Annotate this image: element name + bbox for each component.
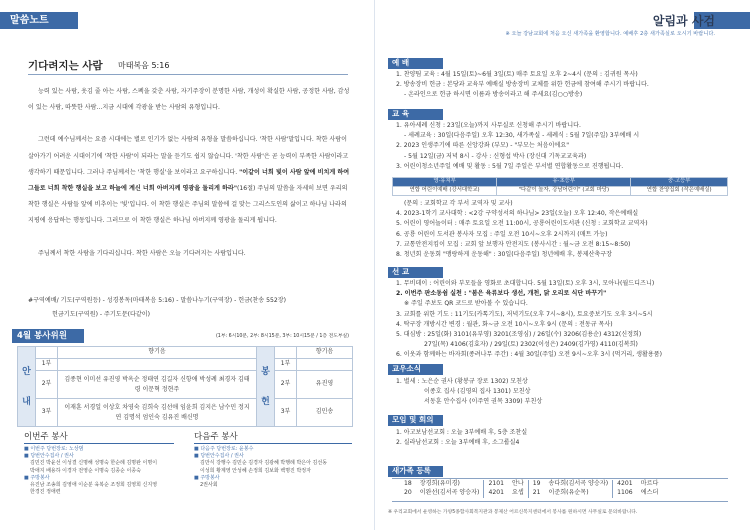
part-names: 김종현 이미선 유진영 박옥순 정태연 김길자 신항애 박성례 최경자 김태령 이문혁 정현주 [58, 371, 257, 399]
newfamily-row [400, 480, 662, 489]
mission-line: 1. 무비데이 : 어린이와 부모들을 영화로 초대합니다. 5월 13일(토) 오후 3시, 모아나(월드디즈니) [396, 280, 655, 287]
education-line: 3. 어린이청소년주일 예배 및 활동 : 5월 7일 주일은 부서별 연합활동으로 진행됩니다. [396, 162, 624, 170]
meeting-list [396, 428, 736, 448]
newfamily-cell: 에스더 [640, 489, 659, 497]
newfamily-cell: 장경희(유미경) [416, 480, 484, 489]
edu-cell: 연합 찬양집회 (작은예배실) [631, 187, 728, 196]
section-newfamily-title: 새가족 등록 [392, 466, 431, 475]
sermon-paragraph-1: 능력 있는 사람, 웃김 줄 아는 사람, 스펙을 갖춘 사람, 자기주장이 분명한 사람, 개성이 확실한 사람, 공정한 사람, 감성이 있는 사람, 따뜻한 사람...지금 시대에 각광을 받는 사람의 유형입니다. [28, 88, 350, 112]
education-line: - 세례교육 : 30일(다음주일) 오후 12:30, 새가족실 - 세례식 : 5월 7일(주일) 3부예배 시 [404, 132, 640, 140]
mission-line: ※ 주일 주보도 QR 코드로 받아볼 수 있습니다. [404, 300, 528, 308]
service-row-1 [18, 359, 353, 371]
newfamily-cell: 4201 [488, 489, 504, 497]
newfamily-cell: 이준희(유순목) [545, 489, 613, 498]
mission-line-bold: 2. 이번주 판소동쉼 실천 : "봄은 육류보다 생선, 개천, 닭 오리로 식단 바꾸기" [396, 290, 607, 298]
side-label-bottom: 내 [22, 396, 31, 407]
next-week-line: ■ 당번안수집사 / 권사 [194, 453, 244, 460]
newfamily-cell: 마르다 [640, 480, 659, 488]
next-week-list [194, 446, 359, 489]
meeting-line: 1. 아고보남선교회 : 오늘 3부예배 후, 5층 조찬실 [396, 429, 528, 436]
newfamily-cell: 1106 [617, 489, 633, 497]
edu-header-cell: 유·초등부 [497, 178, 631, 187]
section-meeting-title: 모임 및 회의 [392, 415, 434, 424]
member-line: 1. 별세 : 노은순 권사 (황봉규 장로 1302) 모친상 [396, 378, 528, 385]
education-table-header [393, 178, 728, 187]
worship-line: - 온라인으로 헌금 하시면 이름과 방송이라고 해 주세요(김○○방송) [404, 91, 583, 99]
part-names [58, 359, 257, 371]
next-week-line: ■ 다음주 당번장로: 윤봉수 [194, 446, 254, 452]
service-table [17, 346, 353, 427]
section-member-title: 교우소식 [392, 364, 421, 373]
newfamily-cell: 안나 [508, 480, 528, 489]
newfamily-cell: 21 [532, 489, 541, 497]
part-label: 2부 [36, 371, 58, 399]
part-label: 3부 [36, 399, 58, 427]
education-table-row [393, 187, 728, 196]
worship-order-line-1: #구역예배/ 기도(구역원등) - 성경봉독(마태복음 5:16) - 말씀나누기(구역장) - 헌금(찬송 552장) [28, 297, 287, 304]
this-week-line: ■ 주방봉사 [24, 474, 50, 481]
sermon-p2-intro: 그런데 예수님께서는 요즘 시대에는 별로 인기가 없는 사람의 유형을 말씀하십니다. '착한 사람'말입니다. 착한 사람이 살아가기 어려운 시대이기에 '착한 사람'이 되라는 말을 듣기도 쉽지 않습니다. '착한 사람'은 곧 능력이 부족한 사람이라고 생각하기 때문입니다. 그러나 주님께서는 '착한 행실'을 보이라고 요구하십니다. [28, 136, 349, 176]
mission-line: 5. 대심방 : 25일(화) 3101(유부영) 3201(조영심) / 26일(수) 3206(김용순) 4312(신정희) [396, 331, 642, 339]
newfamily-cell: 이완선(김서곡 양승자) [416, 489, 484, 498]
part-label: 1부 [36, 359, 58, 371]
service-row-2 [18, 371, 353, 399]
member-line: 서동훈 안수집사 (이주연 권목 3309) 부친상 [424, 398, 543, 406]
newfamily-cell: 요셉 [508, 489, 528, 498]
education-line: 4. 2023-1학기 교사대학 : <2강 구약성서의 하나님> 23일(오늘) 오후 12:40, 작은예배실 [396, 210, 639, 218]
section-mission-title: 선 교 [392, 267, 410, 276]
edu-header-cell: 중·고등부 [631, 178, 728, 187]
sermon-body [28, 84, 352, 262]
this-week-line: 한경진 정애련 [30, 489, 61, 496]
section-worship-title: 예 배 [392, 58, 410, 67]
sermon-verse: 마태복음 5:16 [118, 61, 170, 70]
mission-line: 27일(목) 4106(김효자) / 29일(토) 2302(이성은) 2409(김가영) 4110(김복희) [424, 341, 638, 349]
education-list-2 [396, 199, 736, 260]
next-week-line: ■ 주방봉사 [194, 474, 220, 481]
education-line: - 5월 12일(금) 저녁 8시 - 강사 : 신형섭 박사 (장신대 기독교교육과) [404, 152, 587, 160]
part-label-2: 1부 [275, 359, 297, 371]
col-header-right: 향기음 [297, 347, 353, 359]
edu-cell: "다같이 놀자, 강남어린이" (교회 마당) [497, 187, 631, 196]
sermon-p2-rest: (16절) 주님의 말씀을 자세히 보면 우리의 착한 행실은 사람들 앞에 비추이는 '빛'입니다. 이 착한 행실은 주님의 말씀에 걸 맞는 그리스도인의 삶이고 하나님 나라의 지평에 응답하는 행동입니다. 그러므로 이 착한 행실은 하나님 아버지께 영광을 돌리게 됩니다. [28, 185, 348, 225]
sermon-divider [28, 74, 348, 75]
newfamily-cell: 18 [404, 480, 412, 488]
mission-line [396, 289, 736, 299]
sermon-title: 기다려지는 사람 [28, 60, 103, 72]
this-week-list [24, 446, 184, 496]
worship-line: 1. 찬양팀 교육 : 4월 15일(토)~6월 3일(토) 매주 토요일 오후 2~4시 (문의 : 김귀원 목사) [396, 71, 638, 78]
newfamily-cell: 20 [404, 489, 412, 497]
right-header-subtitle: ※ 오늘 강남교회에 처음 오신 새가족을 환영합니다. 예배후 2층 새가족실로 오시기 바랍니다. [505, 31, 715, 37]
part-names-2: 김민송 [297, 399, 353, 427]
newfamily-table [400, 480, 662, 498]
education-list [396, 121, 736, 172]
this-week-line: 박애지 배용하 이경자 전영순 이명숙 김종순 이종숙 [30, 467, 141, 474]
education-line: 6. 공룡 어린이 도서관 봉사자 모집 : 주일 오전 10시~오후 2시까지 (매트 가능) [396, 230, 608, 238]
education-table [392, 177, 728, 196]
mission-line: 4. 탁구장 개방시간 변경 : 월관, 화~금 오전 10시~오후 9시 (문의 : 전동규 목사) [396, 320, 613, 328]
side-label-bottom2: 헌 [261, 396, 270, 407]
right-header-title: 알림과 사검 [652, 14, 715, 28]
worship-line: 2. 방송장비 헌금 : 본당과 교육부 예배실 방송장비 교체를 위한 헌금에 참여해 주시기 바랍니다. [396, 81, 649, 89]
this-week-line: 김민진 박윤선 이성결 신명해 성명숙 한순례 김명완 이명이 [30, 460, 158, 467]
this-week-line: 유진남 조송희 김영애 이순분 육복순 조정희 김영희 신지영 [30, 482, 158, 489]
member-line: 이종호 집사 (김영의 집사 1301) 모친상 [424, 388, 531, 396]
education-line: 2. 2023 인생주기에 따른 신앙강좌 (부모) - "부모는 처음이에요" [396, 142, 569, 150]
newfamily-cell: 4201 [617, 480, 633, 488]
this-week-line: ■ 이번주 당번장로: 노상범 [24, 446, 84, 452]
part-label-2: 2부 [275, 371, 297, 399]
col-header-left: 향기음 [58, 347, 257, 359]
edu-header-cell: 영·유치부 [393, 178, 497, 187]
part-names-2 [297, 359, 353, 371]
sermon-paragraph-2 [28, 132, 352, 229]
blank-header [36, 347, 58, 359]
education-line: 5. 어린이 영어놀이터 : 매주 토요일 오전 11:00시, 공룡어린이도서관 (신청 : 교회학교 교역자) [396, 220, 648, 228]
next-week-line: 이성희 황계영 안성혜 손정희 김보화 백명진 박정자 [200, 467, 311, 474]
newfamily-cell: 19 [532, 480, 541, 488]
part-names-2: 유진영 [297, 371, 353, 399]
sermon-paragraph-3: 주님께서 착한 사람을 기다리십니다. 착한 사람은 오늘 기다려지는 사람입니다. [38, 249, 246, 257]
worship-order-line-2: 헌금기도(구역원) - 주기도문(다같이) [52, 311, 150, 318]
mission-line: 3. 교회를 위한 기도 : 11기도(카톡기도), 저녁기도(오후 7시~8시), 토요중보기도 오후 3시~5시 [396, 310, 653, 318]
side-label-top: 안 [22, 366, 31, 377]
service-note: (1부: 6시10분, 2부: 8시15분, 3부: 10시15분 / 1층 전도부실) [215, 334, 349, 339]
next-week-title: 다음주 봉사 [194, 432, 238, 442]
edu-cell: 연합 어린이예배 (강서대학교) [393, 187, 497, 196]
footer-note: ※ 우리교회에서 운영하는 가양5종합사회복지관과 봉제산 어르신복지센터에서 봉사를 원하시면 사무실로 문의바랍니다. [388, 510, 638, 515]
this-week-divider [24, 443, 174, 444]
side-label-left [18, 347, 36, 427]
service-title: 4월 봉사위원 [17, 331, 67, 341]
mission-list [396, 279, 736, 361]
mission-line: 6. 이웃과 함께하는 바자회(종려나무 주간) : 4월 30일(주일) 오전 9시~오후 3시 (먹거리, 생활용품) [396, 351, 663, 359]
education-line: (문의 : 교회학교 각 부서 교역자 및 교사) [404, 200, 513, 207]
part-label-2: 3부 [275, 399, 297, 427]
side-label-right [257, 347, 275, 427]
this-week-line: ■ 당번안수집사 / 권사 [24, 453, 74, 460]
newfamily-row [400, 489, 662, 498]
next-week-divider [194, 443, 352, 444]
section-education-title: 교 육 [392, 109, 410, 118]
member-list [396, 377, 736, 408]
blank-header-2 [275, 347, 297, 359]
part-names: 이재훈 서경일 이상호 차영숙 김희숙 김선애 임윤희 김지은 남수민 정지연 김명석 엄인숙 김유진 배신명 [58, 399, 257, 427]
meeting-line: 2. 실라남선교회 : 오늘 3부예배 후, 소그룹실4 [396, 439, 520, 447]
education-line: 1. 유아세례 신청 : 23일(오늘)까지 사무실로 신청해 주시기 바랍니다. [396, 122, 581, 129]
newfamily-divider-top [392, 478, 728, 479]
newfamily-cell: 2101 [488, 480, 504, 488]
next-week-line: 김만식 강행수 김민순 김경자 김광혜 박행례 박은아 김선동 [200, 460, 328, 467]
education-line: 7. 교통안전지킴이 모집 : 교회 앞 보행자 안전지도 (봉사시간 : 월~금 오전 8:15~8:50) [396, 240, 631, 248]
education-line: 8. 청년회 운동회 "맹랑하게 운동해" : 30일(다음주일) 청년예배 후, 봉제산축구장 [396, 251, 613, 259]
this-week-title: 이번주 봉사 [24, 432, 68, 442]
worship-list [396, 70, 736, 101]
worship-order [28, 294, 348, 322]
newfamily-cell: 송다희(김서곡 양승자) [545, 480, 613, 489]
newfamily-divider-bottom [392, 501, 728, 502]
left-header-title: 말씀노트 [10, 15, 49, 26]
service-row-3 [18, 399, 353, 427]
sermon-p2-quote: "이같이 너희 빛이 사람 앞에 비치게 하여 그들로 너희 착한 행실을 보고 하늘에 계신 너희 아버지께 영광을 돌리게 하라" [28, 168, 350, 193]
service-table-header [18, 347, 353, 359]
side-label-top2: 봉 [261, 366, 270, 377]
next-week-line: 2권사회 [200, 482, 218, 489]
